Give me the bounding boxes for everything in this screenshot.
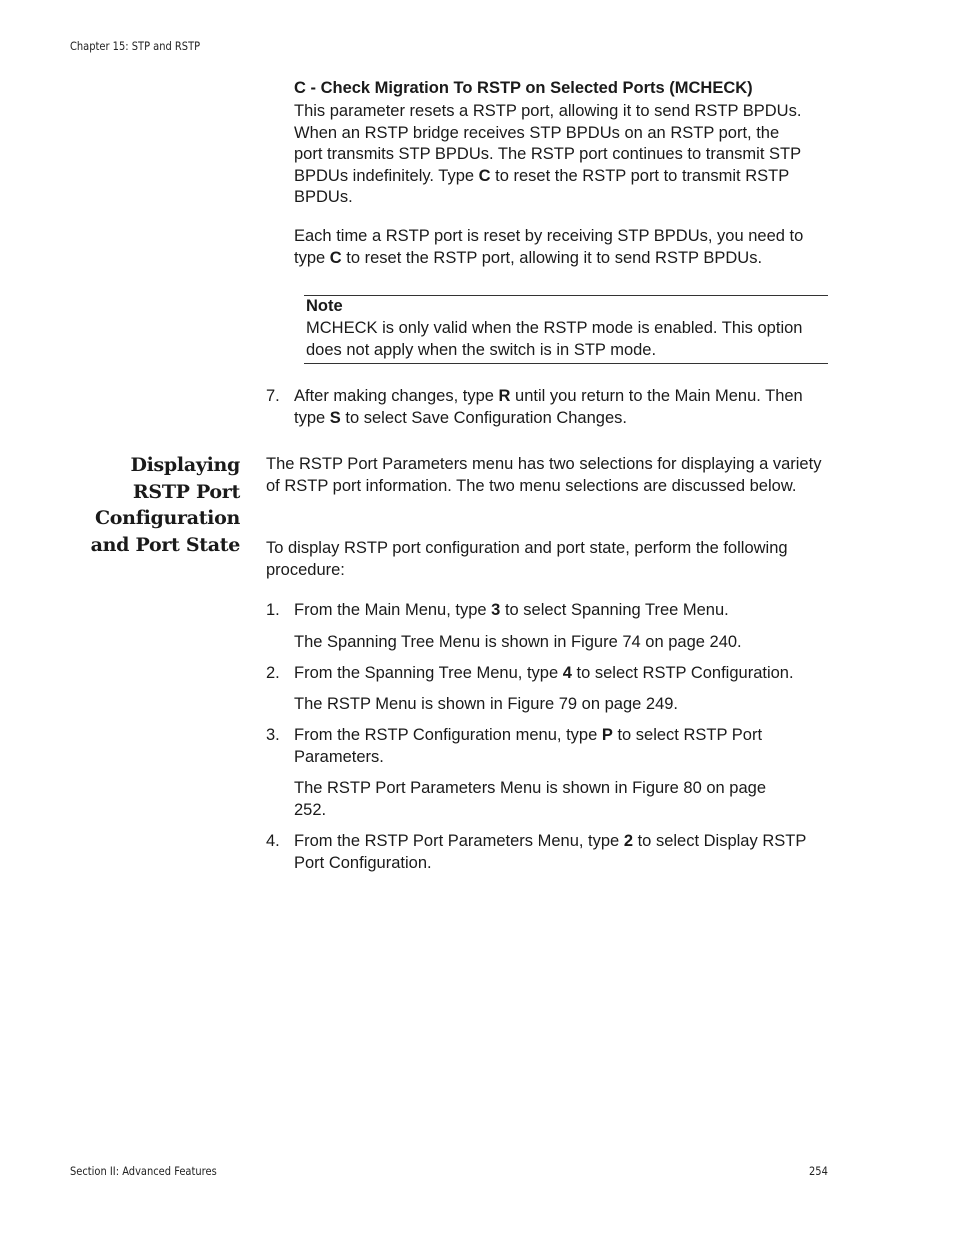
key-s: S — [329, 408, 341, 427]
step-text — [294, 831, 824, 874]
section-heading — [70, 452, 240, 558]
running-header: Chapter 15: STP and RSTP — [70, 39, 201, 53]
step-text-part: From the RSTP Port Parameters Menu, type — [294, 832, 624, 850]
step-3-result: The RSTP Port Parameters Menu is shown in Figure 80 on page 252. — [294, 779, 767, 819]
section-heading-line: Configuration — [94, 507, 240, 529]
section-heading-line: and Port State — [90, 533, 240, 556]
key-r: R — [498, 387, 511, 405]
section-intro-2: To display RSTP port configuration and port state, perform the following procedure: — [266, 539, 788, 579]
step-text-part: From the Main Menu, type — [294, 601, 492, 619]
step-text-part: to select Display RSTP Port Configuration. — [294, 832, 807, 872]
step-number: 4. — [266, 832, 280, 850]
step-number: 3. — [266, 726, 280, 744]
step-text-part: to select RSTP Port Parameters. — [294, 726, 763, 766]
parameter-description-text-end: to reset the RSTP port to transmit RSTP BPDUs. — [294, 166, 789, 206]
step-text — [294, 386, 828, 429]
parameter-description-text: This parameter resets a RSTP port, allowing it to send RSTP BPDUs. When an RSTP bridge receives STP BPDUs on an RSTP port, the port transmits STP BPDUs. The RSTP port continues to transmit STP BPDUs indefinitely. Type — [294, 102, 802, 185]
key-c: C — [478, 166, 491, 185]
step-1-result: The Spanning Tree Menu is shown in Figure 74 on page 240. — [294, 633, 742, 651]
note-body: MCHECK is only valid when the RSTP mode is enabled. This option does not apply when the switch is in STP mode. — [306, 319, 803, 359]
page-number: 254 — [809, 1164, 828, 1178]
step-text-part: until you return to the Main Menu. Then type — [294, 387, 803, 427]
step-text — [294, 663, 828, 685]
key-p: P — [601, 726, 613, 744]
reset-paragraph — [294, 226, 804, 269]
key-c-2: C — [329, 248, 342, 267]
step-text — [294, 600, 828, 622]
section-heading-line: RSTP Port — [132, 480, 240, 503]
parameter-description — [294, 101, 804, 209]
note-title: Note — [306, 297, 343, 315]
footer-section: Section II: Advanced Features — [70, 1164, 217, 1178]
parameter-title: C - Check Migration To RSTP on Selected Ports (MCHECK) — [294, 79, 753, 97]
step-text — [294, 725, 804, 768]
key-3: 3 — [491, 601, 501, 619]
key-4: 4 — [562, 664, 572, 682]
key-2: 2 — [623, 832, 634, 850]
step-2-result: The RSTP Menu is shown in Figure 79 on page 249. — [294, 695, 679, 713]
reset-paragraph-text: Each time a RSTP port is reset by receiving STP BPDUs, you need to type — [294, 227, 804, 267]
step-number: 7. — [266, 387, 280, 405]
step-text-part: to select Save Configuration Changes. — [340, 408, 627, 427]
reset-paragraph-text-end: to reset the RSTP port, allowing it to send RSTP BPDUs. — [341, 248, 763, 267]
step-text-part: to select RSTP Configuration. — [571, 664, 794, 682]
step-number: 2. — [266, 664, 280, 682]
step-number: 1. — [266, 601, 280, 619]
section-intro: The RSTP Port Parameters menu has two selections for displaying a variety of RSTP port information. The two menu selections are discussed below. — [266, 455, 822, 495]
step-text-part: After making changes, type — [294, 387, 499, 405]
step-text-part: From the RSTP Configuration menu, type — [294, 726, 602, 744]
note-box — [304, 295, 828, 364]
step-text-part: to select Spanning Tree Menu. — [500, 601, 729, 619]
step-text-part: From the Spanning Tree Menu, type — [294, 664, 563, 682]
section-heading-line: Displaying — [130, 454, 240, 476]
